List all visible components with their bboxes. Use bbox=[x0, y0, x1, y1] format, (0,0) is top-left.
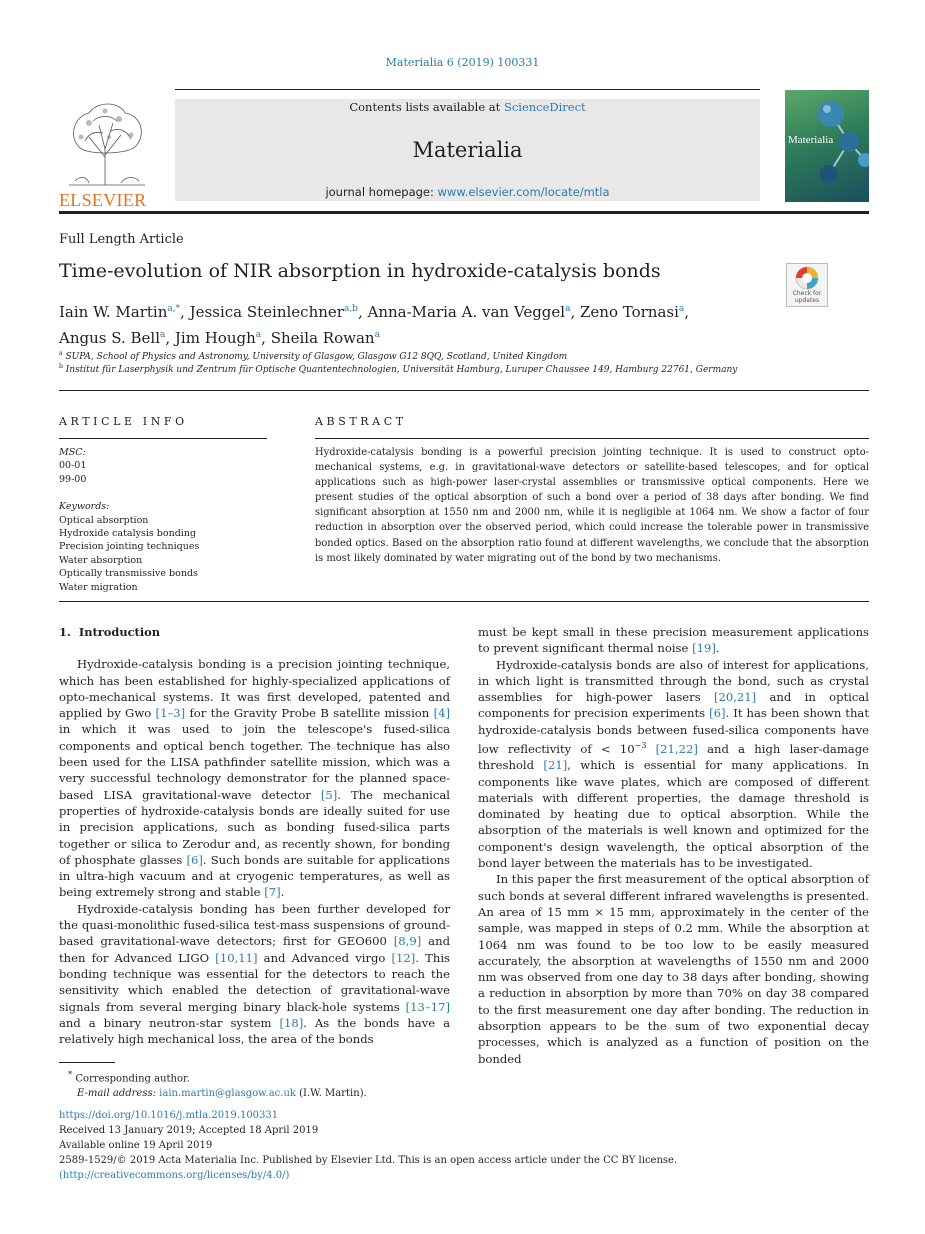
author-affiliation-mark[interactable]: a bbox=[678, 304, 685, 314]
text-run: . As the bonds have a relatively high mechanical loss, the area of the bonds bbox=[59, 1015, 450, 1047]
contents-prefix: Contents lists available at bbox=[349, 100, 504, 114]
abstract-heading: ABSTRACT bbox=[315, 415, 407, 428]
text-run: . It has been shown that hydroxide-catalysis bonds between fused-silica components have low reflectivity of < 10 bbox=[478, 706, 869, 756]
author-name[interactable]: Jessica Steinlechner bbox=[189, 303, 344, 321]
reference-link[interactable]: [5] bbox=[320, 787, 338, 802]
body-paragraph bbox=[478, 871, 869, 1067]
section-heading bbox=[59, 624, 450, 640]
reference-link[interactable]: [21,22] bbox=[655, 741, 698, 756]
author-separator: , bbox=[357, 303, 368, 321]
elsevier-tree-icon bbox=[59, 97, 155, 187]
text-run: Hydroxide-catalysis bonds are also of interest for applications, in which light is transmitted through the bond, such as crystal assemblies for high-power lasers bbox=[478, 657, 869, 705]
reference-link[interactable]: [6] bbox=[709, 706, 726, 721]
section-title: Introduction bbox=[78, 625, 161, 639]
author-separator: , bbox=[570, 303, 580, 321]
article-type: Full Length Article bbox=[59, 232, 184, 247]
abstract-divider bbox=[59, 601, 869, 602]
masthead-top-rule bbox=[175, 89, 760, 90]
author-affiliation-mark[interactable]: a bbox=[374, 330, 380, 340]
text-run: and a high laser-damage threshold bbox=[478, 741, 870, 773]
journal-citation-link[interactable]: Materialia 6 (2019) 100331 bbox=[385, 56, 540, 69]
left-paragraphs bbox=[59, 656, 450, 1047]
article-info bbox=[59, 446, 269, 594]
text-run: . bbox=[715, 641, 720, 656]
affiliation-b bbox=[59, 363, 737, 375]
author-name[interactable]: Angus S. Bell bbox=[59, 329, 160, 347]
homepage-prefix: journal homepage: bbox=[325, 185, 438, 199]
author-separator: , bbox=[684, 303, 690, 321]
available-online: Available online 19 April 2019 bbox=[59, 1140, 213, 1151]
reference-link[interactable]: [21] bbox=[543, 758, 568, 773]
text-run: In this paper the first measurement of the optical absorption of such bonds at several different infrared wavelengths is presented. An area of 15 mm × 15 mm, approximately in the center of the sample, was mapped in steps of 0.2 mm. While the absorption at 1064 nm was found to be too low to be easily measured accurately, the absorption at wavelengths of 1550 nm and 2000 nm was observed from one day to 38 days after bonding, showing a reduction in absorption by more than 70% on day 38 compared to the first measurement one day after bonding. The reduction in absorption appears to be the sum of two exponential decay processes, which is analyzed as a function of position on the bonded bbox=[478, 872, 869, 1066]
reference-link[interactable]: [4] bbox=[433, 706, 451, 721]
text-run: for the Gravity Probe B satellite mission bbox=[185, 706, 434, 721]
email-link[interactable]: iain.martin@glasgow.ac.uk bbox=[159, 1088, 296, 1100]
text-run: and a binary neutron-star system bbox=[59, 1015, 280, 1030]
text-run: . The mechanical properties of hydroxide-catalysis bonds are ideally suited for use in precision applications, such as bonding fused-silica parts together or silica to Zerodur and, as recently shown, for bonding of phosphate glasses bbox=[59, 787, 450, 867]
elsevier-wordmark: ELSEVIER bbox=[59, 190, 147, 210]
corresponding-label: Corresponding author. bbox=[75, 1073, 190, 1085]
text-run: and Advanced virgo bbox=[257, 950, 392, 965]
footnote-mark: * bbox=[68, 1069, 73, 1079]
journal-homepage-line bbox=[175, 185, 760, 199]
reference-link[interactable]: [18] bbox=[279, 1015, 304, 1030]
body-column-right bbox=[478, 624, 869, 1067]
sciencedirect-link[interactable]: ScienceDirect bbox=[503, 100, 586, 114]
article-info-heading: ARTICLE INFO bbox=[59, 415, 188, 428]
received-dates: Received 13 January 2019; Accepted 18 April 2019 bbox=[59, 1125, 319, 1136]
reference-link[interactable]: [8,9] bbox=[393, 934, 422, 949]
text-run: in which it was used to join the telescope's fused-silica components and optical bench together. The technique has also been used for the LISA pathfinder satellite mission, which was a very successful technology demonstrator for the planned space-based LISA gravitational-wave detector bbox=[59, 722, 450, 802]
keyword: Water absorption bbox=[59, 554, 143, 566]
author-affiliation-mark[interactable]: a,b bbox=[343, 304, 358, 314]
article-info-rule bbox=[59, 438, 267, 439]
keyword: Hydroxide catalysis bonding bbox=[59, 528, 197, 540]
author-affiliation-mark[interactable]: a bbox=[160, 330, 166, 340]
text-run: must be kept small in these precision measurement applications to prevent significant thermal noise bbox=[478, 625, 869, 656]
header-divider bbox=[59, 390, 869, 391]
author-affiliation-mark[interactable]: a bbox=[255, 330, 262, 340]
text-run: and in optical components for precision experiments bbox=[478, 690, 869, 721]
article-metadata bbox=[59, 1108, 879, 1183]
author-name[interactable]: Anna-Maria A. van Veggel bbox=[367, 303, 566, 321]
body-paragraph bbox=[59, 901, 450, 1048]
body-paragraph bbox=[478, 624, 869, 657]
author-affiliation-mark[interactable]: a bbox=[565, 304, 571, 314]
msc-code: 00-01 bbox=[59, 460, 87, 472]
abstract-text: Hydroxide-catalysis bonding is a powerful precision jointing technique. It is used to construct opto-mechanical systems, e.g. in gravitational-wave detectors or satellite-based telescopes, and for optical applications such as high-power laser-crystal assemblies or transmissive optical components. Here we present studies of the optical absorption of such a bond over a period of 38 days after bonding. We find significant absorption at 1550 nm and 2000 nm, while it is negligible at 1064 nm. We show a factor of four reduction in absorption over the observed period, which could increase the tolerable power in transmissive bonded optics. Based on the absorption ratio found at different wavelengths, we conclude that the absorption is most likely dominated by water migrating out of the bond by two mechanisms. bbox=[315, 447, 869, 564]
reference-link[interactable]: [13–17] bbox=[405, 999, 450, 1014]
author-separator: , bbox=[165, 329, 175, 347]
journal-homepage-link[interactable]: www.elsevier.com/locate/mtla bbox=[437, 185, 610, 199]
affiliation-text: SUPA, School of Physics and Astronomy, University of Glasgow, Glasgow G12 8QQ, Scotland, United Kingdom bbox=[65, 352, 568, 362]
molecule-cover-image bbox=[785, 90, 869, 202]
journal-banner bbox=[175, 99, 760, 201]
license-link[interactable]: (http://creativecommons.org/licenses/by/4.0/) bbox=[59, 1170, 290, 1181]
author-name[interactable]: Sheila Rowan bbox=[270, 329, 375, 347]
author-separator: , bbox=[261, 329, 271, 347]
keyword: Water migration bbox=[59, 581, 138, 593]
email-label: E-mail address: bbox=[77, 1088, 156, 1100]
superscript: −3 bbox=[634, 741, 647, 751]
elsevier-tree-logo bbox=[59, 97, 155, 210]
doi-link[interactable]: https://doi.org/10.1016/j.mtla.2019.100331 bbox=[59, 1110, 279, 1121]
right-paragraphs bbox=[478, 624, 869, 1067]
email-note bbox=[68, 1086, 367, 1101]
abstract-rule bbox=[315, 438, 869, 439]
body-paragraph bbox=[59, 656, 450, 900]
reference-link[interactable]: [6] bbox=[186, 852, 203, 867]
text-run bbox=[646, 742, 655, 756]
crossmark-icon bbox=[787, 264, 827, 292]
msc-label: MSC: bbox=[59, 447, 86, 458]
article-title: Time-evolution of NIR absorption in hydroxide-catalysis bonds bbox=[59, 260, 661, 282]
author-list bbox=[59, 298, 799, 350]
reference-link[interactable]: [20,21] bbox=[713, 690, 757, 705]
author-name[interactable]: Zeno Tornasi bbox=[580, 303, 679, 321]
author-line-1 bbox=[59, 298, 799, 324]
masthead-bottom-rule bbox=[59, 211, 869, 214]
author-affiliation-mark[interactable]: a,* bbox=[167, 304, 181, 314]
author-name[interactable]: Jim Hough bbox=[174, 329, 256, 347]
body-paragraph bbox=[478, 657, 869, 872]
contents-available-line bbox=[175, 100, 760, 114]
author-name[interactable]: Iain W. Martin bbox=[59, 303, 168, 321]
copyright-notice: 2589-1529/© 2019 Acta Materialia Inc. Published by Elsevier Ltd. This is an open access article under the CC BY license. bbox=[59, 1155, 678, 1166]
corresponding-author-note bbox=[68, 1067, 367, 1086]
reference-link[interactable]: [12] bbox=[391, 950, 416, 965]
journal-masthead bbox=[59, 89, 869, 209]
keyword: Optically transmissive bonds bbox=[59, 568, 198, 580]
body-column-left bbox=[59, 624, 450, 1047]
reference-link[interactable]: [1–3] bbox=[155, 706, 186, 721]
text-run: . Such bonds are suitable for applications in ultra-high vacuum and at cryogenic temperatures, as well as being extremely strong and stable bbox=[59, 852, 451, 900]
cover-title: Materialia bbox=[788, 134, 834, 146]
crossmark-label: Check for updates bbox=[792, 290, 822, 304]
footnotes bbox=[68, 1067, 367, 1101]
footnote-rule bbox=[59, 1062, 115, 1063]
reference-link[interactable]: [10,11] bbox=[215, 950, 258, 965]
reference-link[interactable]: [7] bbox=[264, 885, 281, 900]
text-run: . This bonding technique was essential for the detectors to reach the sensitivity which enabled the detection of gravitational-wave signals from several merging binary black-hole systems bbox=[59, 950, 451, 1014]
text-run: Hydroxide-catalysis bonding is a precision jointing technique, which has been established for highly-specialized applications of opto-mechanical systems. It was first developed, patented and applied by Gwo bbox=[59, 657, 450, 721]
affiliation-a bbox=[59, 350, 567, 362]
author-line-2 bbox=[59, 324, 799, 350]
affiliation-text: Institut für Laserphysik und Zentrum für Optische Quantentechnologien, Universität Hamburg, Luruper Chaussee 149, Hamburg 22761, Germany bbox=[65, 365, 738, 375]
text-run: and then for Advanced LIGO bbox=[59, 934, 450, 965]
section-number: 1. bbox=[59, 625, 71, 639]
text-run: Hydroxide-catalysis bonding has been further developed for the quasi-monolithic fused-silica test-mass suspensions of ground-based gravitational-wave detectors; first for GEO600 bbox=[59, 901, 450, 949]
email-owner: (I.W. Martin). bbox=[299, 1088, 367, 1100]
author-separator: , bbox=[180, 303, 190, 321]
keyword: Optical absorption bbox=[59, 514, 149, 526]
journal-cover-thumbnail[interactable] bbox=[785, 90, 869, 202]
keyword: Precision jointing techniques bbox=[59, 541, 200, 553]
affiliation-mark: b bbox=[59, 363, 63, 370]
reference-link[interactable]: [19] bbox=[692, 641, 716, 656]
journal-name: Materialia bbox=[412, 138, 523, 162]
text-run: . bbox=[280, 885, 285, 900]
msc-code: 99-00 bbox=[59, 473, 87, 485]
affiliation-mark: a bbox=[59, 350, 63, 357]
keywords-label: Keywords: bbox=[59, 501, 110, 513]
text-run: , which is essential for many applications. In components like wave plates, which are composed of different materials with different properties, the damage threshold is dominated by heating due to optical absorption. While the absorption of the materials is well known and optimized for the component's design wavelength, the optical absorption of the bond layer between the materials has to be investigated. bbox=[478, 758, 869, 871]
